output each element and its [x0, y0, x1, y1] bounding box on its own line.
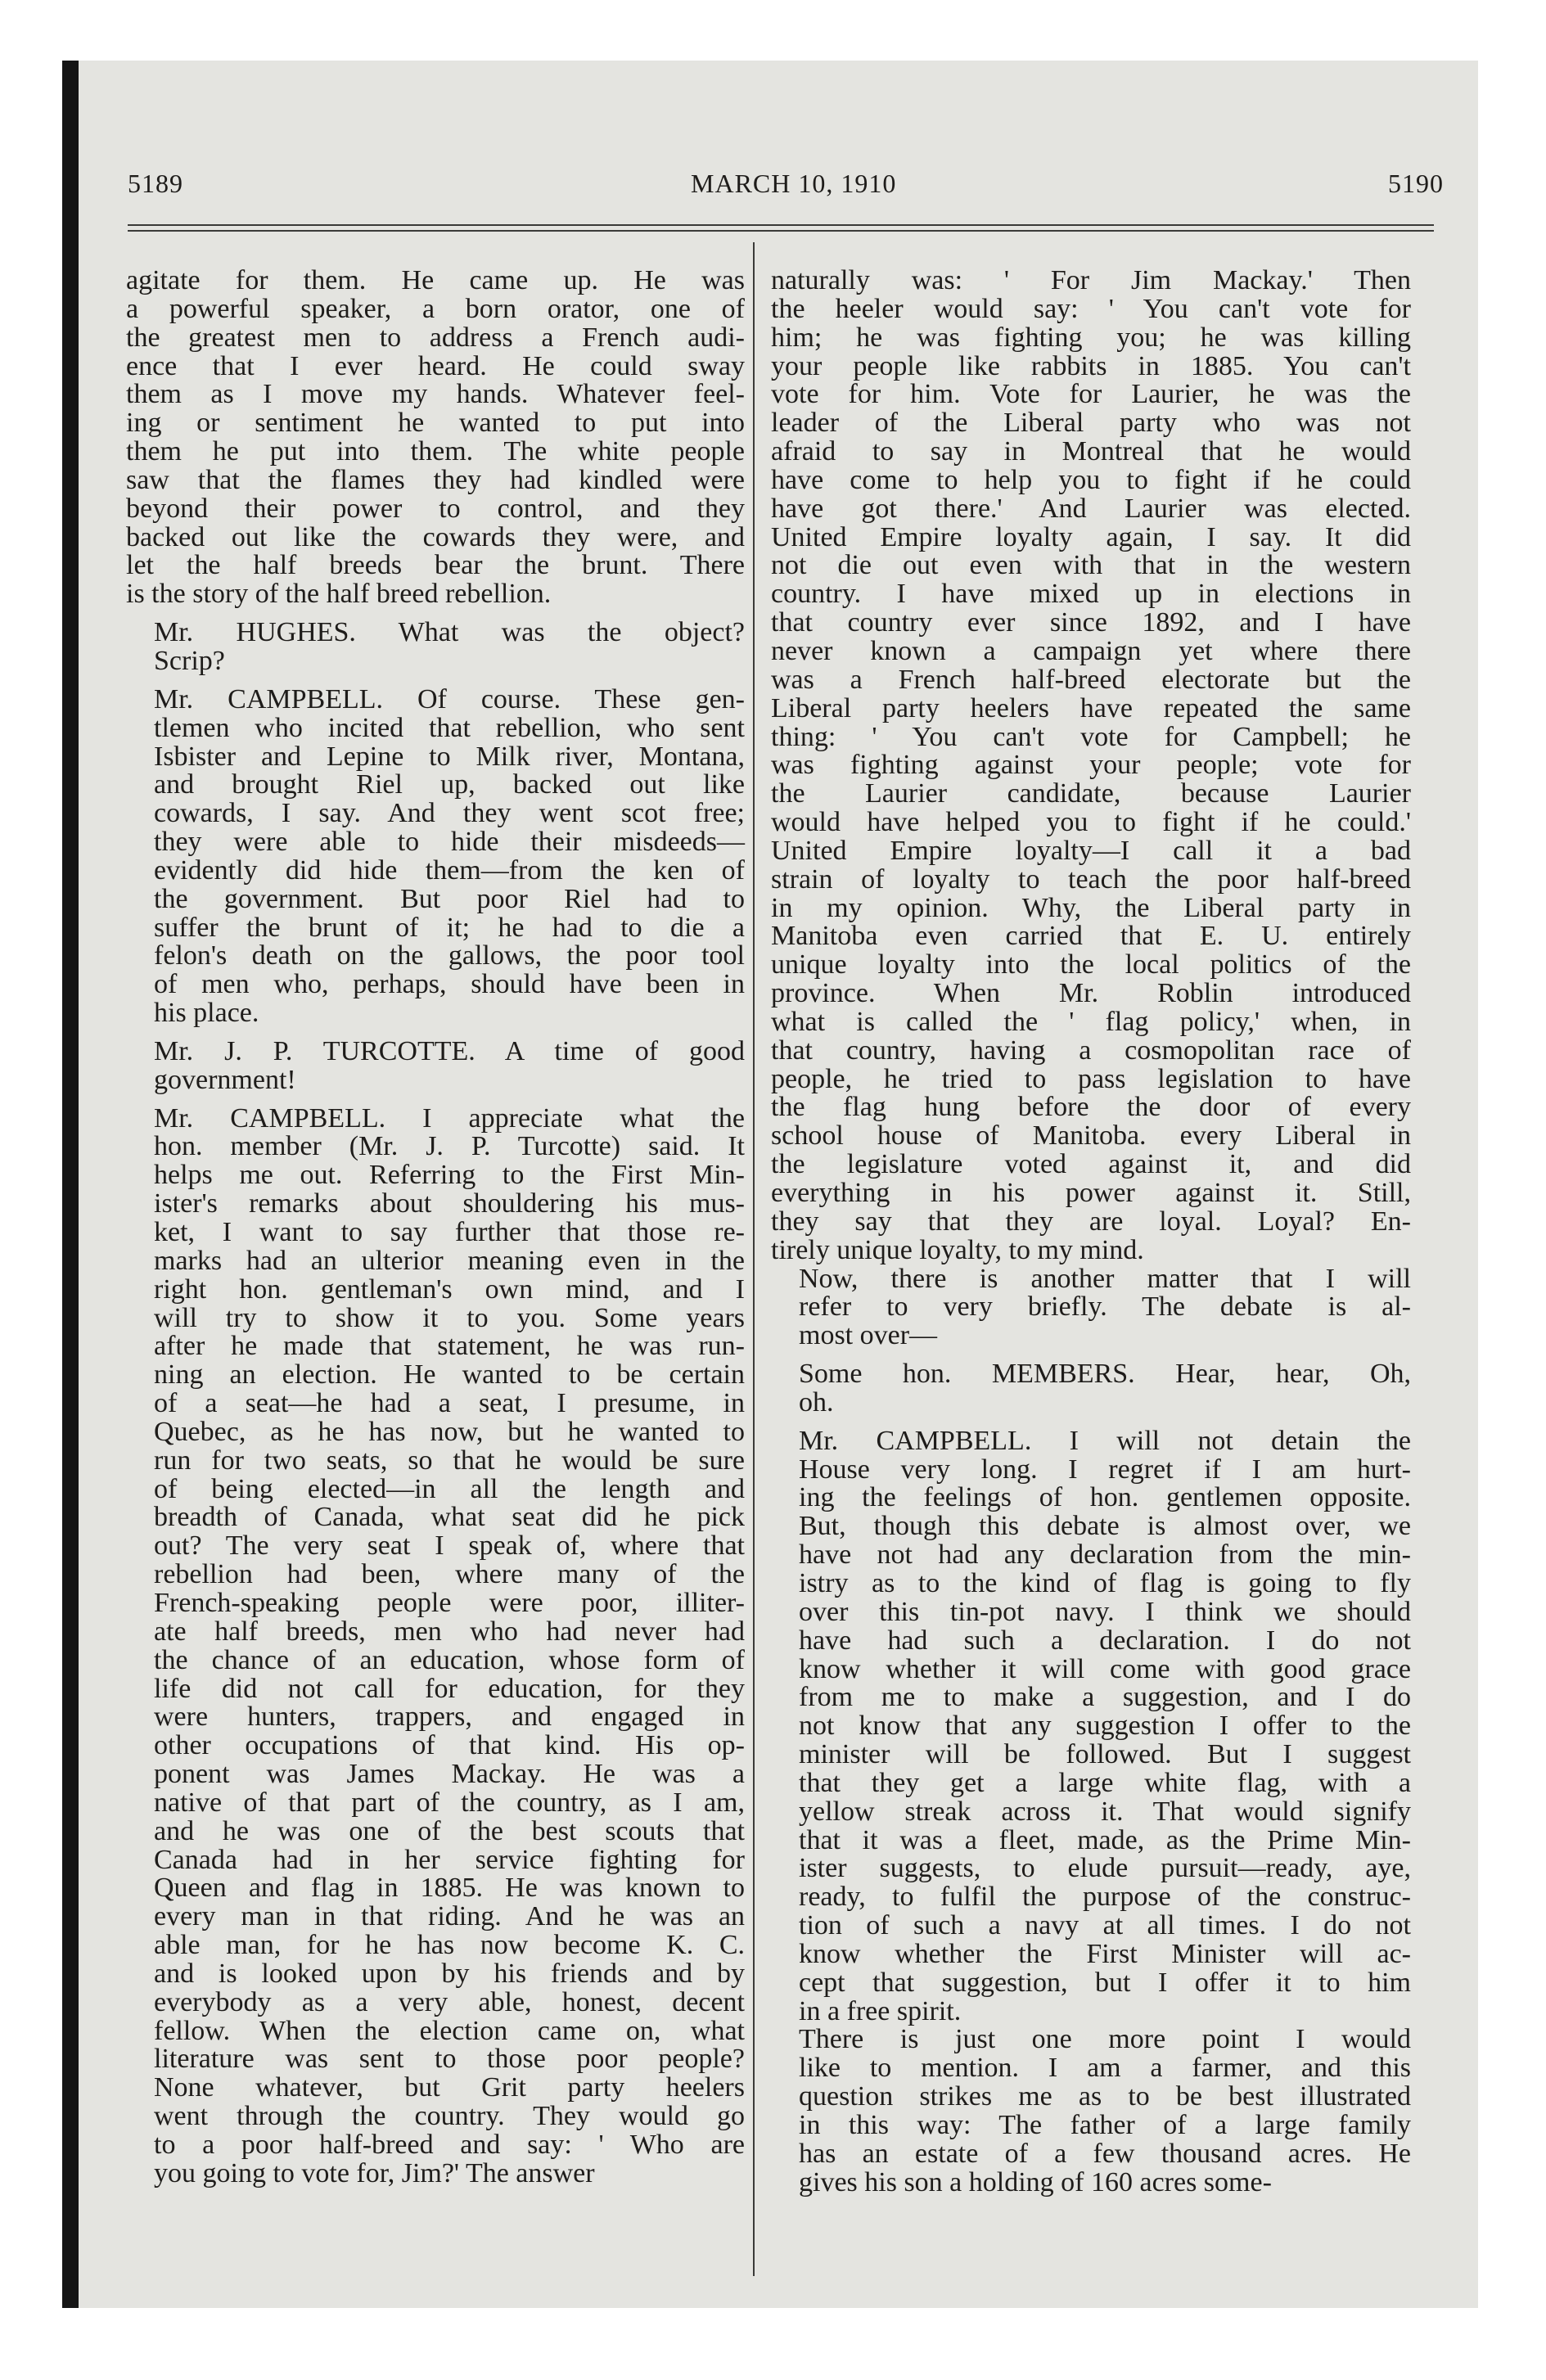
text-line: ing the feelings of hon. gentlemen opposite.: [799, 1482, 1411, 1513]
text-line: have got there.' And Laurier was elected.: [771, 493, 1411, 524]
text-line: thing: ' You can't vote for Campbell; he: [771, 721, 1411, 752]
text-line: agitate for them. He came up. He was: [126, 265, 745, 295]
text-line: Some hon. MEMBERS. Hear, hear, Oh,: [799, 1359, 1411, 1390]
text-line: country. I have mixed up in elections in: [771, 579, 1411, 610]
text-line: ponent was James Mackay. He was a: [154, 1759, 745, 1790]
text-line: will try to show it to you. Some years: [154, 1302, 745, 1333]
text-line: of being elected—in all the length and: [154, 1473, 745, 1504]
text-line: in my opinion. Why, the Liberal party in: [771, 892, 1411, 923]
text-line: United Empire loyalty again, I say. It did: [771, 521, 1411, 552]
text-line: fellow. When the election came on, what: [154, 2015, 745, 2046]
text-line: from me to make a suggestion, and I do: [799, 1682, 1411, 1713]
text-line: other occupations of that kind. His op-: [154, 1730, 745, 1761]
text-line: know whether it will come with good grace: [799, 1653, 1411, 1684]
text-line: government!: [154, 1064, 296, 1095]
text-line: everybody as a very able, honest, decent: [154, 1986, 745, 2017]
text-line: his place.: [154, 998, 259, 1029]
text-line: None whatever, but Grit party heelers: [154, 2072, 745, 2103]
text-line: would have helped you to fight if he could.': [771, 807, 1411, 838]
text-line: refer to very briefly. The debate is al-: [799, 1291, 1411, 1323]
speech-paragraph: [771, 1427, 1411, 2026]
text-line: of men who, perhaps, should have been in: [154, 969, 745, 1000]
text-line: school house of Manitoba. every Liberal in: [771, 1120, 1411, 1152]
text-line: Queen and flag in 1885. He was known to: [154, 1873, 745, 1904]
left-page-number: 5189: [128, 169, 183, 198]
text-line: backed out like the cowards they were, and: [126, 521, 745, 552]
text-line: of a seat—he had a seat, I presume, in: [154, 1388, 745, 1419]
text-line: strain of loyalty to teach the poor half-breed: [771, 863, 1411, 895]
text-line: able man, for he has now become K. C.: [154, 1930, 745, 1961]
text-line: Scrip?: [154, 645, 225, 676]
text-line: let the half breeds bear the brunt. There: [126, 550, 745, 581]
text-line: Now, there is another matter that I will: [799, 1263, 1411, 1294]
text-line: vote for him. Vote for Laurier, he was the: [771, 379, 1411, 410]
page-header: [128, 169, 1444, 218]
text-line: the government. But poor Riel had to: [154, 883, 745, 914]
text-line: suffer the brunt of it; he had to die a: [154, 912, 745, 943]
text-line: most over—: [799, 1320, 938, 1351]
text-line: tirely unique loyalty, to my mind.: [771, 1234, 1144, 1265]
text-line: were hunters, trappers, and engaged in: [154, 1702, 745, 1733]
text-line: But, though this debate is almost over, we: [799, 1511, 1411, 1542]
text-line: cept that suggestion, but I offer it to him: [799, 1967, 1411, 1998]
text-line: French-speaking people were poor, illiter-: [154, 1587, 745, 1618]
text-line: breadth of Canada, what seat did he pick: [154, 1502, 745, 1533]
speech-paragraph: [126, 1035, 745, 1095]
text-line: like to mention. I am a farmer, and this: [799, 2053, 1411, 2084]
text-line: ence that I ever heard. He could sway: [126, 350, 745, 381]
text-line: in this way: The father of a large family: [799, 2110, 1411, 2140]
text-line: beyond their power to control, and they: [126, 493, 745, 524]
text-line: has an estate of a few thousand acres. He: [799, 2138, 1411, 2169]
paragraph: [771, 1265, 1411, 1351]
right-page-number: 5190: [1388, 169, 1444, 198]
text-line: ister suggests, to elude pursuit—ready, aye,: [799, 1853, 1411, 1884]
text-line: ing or sentiment he wanted to put into: [126, 408, 745, 439]
text-line: out? The very seat I speak of, where that: [154, 1530, 745, 1562]
text-line: not know that any suggestion I offer to the: [799, 1711, 1411, 1742]
text-line: was a French half-breed electorate but the: [771, 664, 1411, 695]
paragraph: [771, 2026, 1411, 2197]
paragraph: [126, 267, 745, 609]
text-line: that it was a fleet, made, as the Prime Min-: [799, 1824, 1411, 1855]
text-line: every man in that riding. And he was an: [154, 1901, 745, 1932]
text-line: saw that the flames they had kindled were: [126, 464, 745, 495]
text-line: people, he tried to pass legislation to have: [771, 1063, 1411, 1094]
text-line: not die out even with that in the western: [771, 550, 1411, 581]
text-line: ready, to fulfil the purpose of the construc-: [799, 1882, 1411, 1913]
text-line: ket, I want to say further that those re-: [154, 1217, 745, 1247]
text-line: and brought Riel up, backed out like: [154, 769, 745, 800]
text-line: marks had an ulterior meaning even in the: [154, 1245, 745, 1276]
text-line: ning an election. He wanted to be certain: [154, 1359, 745, 1391]
text-line: over this tin-pot navy. I think we should: [799, 1596, 1411, 1627]
text-line: have not had any declaration from the min-: [799, 1539, 1411, 1571]
text-line: have had such a declaration. I do not: [799, 1625, 1411, 1656]
text-line: him; he was fighting you; he was killing: [771, 322, 1411, 353]
text-line: to a poor half-breed and say: ' Who are: [154, 2130, 745, 2160]
text-line: Quebec, as he has now, but he wanted to: [154, 1416, 745, 1447]
scanned-page: [62, 61, 1478, 2308]
text-line: a powerful speaker, a born orator, one of: [126, 293, 745, 324]
text-line: the heeler would say: ' You can't vote for: [771, 293, 1411, 324]
speech-paragraph: [126, 1102, 745, 2188]
text-line: that they get a large white flag, with a: [799, 1767, 1411, 1798]
text-line: was fighting against your people; vote for: [771, 750, 1411, 781]
text-line: have come to help you to fight if he could: [771, 464, 1411, 495]
text-line: leader of the Liberal party who was not: [771, 408, 1411, 439]
text-line: the greatest men to address a French audi-: [126, 322, 745, 353]
text-line: the flag hung before the door of every: [771, 1092, 1411, 1123]
text-line: Manitoba even carried that E. U. entirely: [771, 921, 1411, 952]
text-line: Mr. J. P. TURCOTTE. A time of good: [154, 1035, 745, 1066]
text-line: and he was one of the best scouts that: [154, 1815, 745, 1846]
column-divider: [753, 242, 755, 2276]
page-date: MARCH 10, 1910: [691, 169, 897, 198]
text-line: Canada had in her service fighting for: [154, 1844, 745, 1875]
text-line: naturally was: ' For Jim Mackay.' Then: [771, 265, 1411, 295]
text-line: life did not call for education, for they: [154, 1673, 745, 1704]
text-line: them he put into them. The white people: [126, 436, 745, 467]
text-line: yellow streak across it. That would signify: [799, 1796, 1411, 1827]
text-line: the chance of an education, whose form of: [154, 1644, 745, 1675]
text-line: felon's death on the gallows, the poor tool: [154, 940, 745, 971]
text-line: that country, having a cosmopolitan race of: [771, 1034, 1411, 1066]
text-line: they were able to hide their misdeeds—: [154, 827, 745, 858]
text-line: run for two seats, so that he would be sure: [154, 1445, 745, 1476]
text-line: you going to vote for, Jim?' The answer: [154, 2157, 595, 2188]
text-line: ister's remarks about shouldering his mus-: [154, 1188, 745, 1219]
text-line: and is looked upon by his friends and by: [154, 1958, 745, 1989]
text-line: afraid to say in Montreal that he would: [771, 436, 1411, 467]
binding-edge: [62, 61, 79, 2308]
text-line: Isbister and Lepine to Milk river, Montana,: [154, 741, 745, 772]
text-line: the Laurier candidate, because Laurier: [771, 778, 1411, 809]
text-line: Mr. HUGHES. What was the object?: [154, 617, 745, 648]
text-line: your people like rabbits in 1885. You can't: [771, 350, 1411, 381]
text-line: that country ever since 1892, and I have: [771, 607, 1411, 638]
text-line: helps me out. Referring to the First Min-: [154, 1160, 745, 1191]
text-line: unique loyalty into the local politics of the: [771, 949, 1411, 980]
text-line: native of that part of the country, as I am,: [154, 1787, 745, 1818]
text-line: they say that they are loyal. Loyal? En-: [771, 1206, 1411, 1237]
text-line: the legislature voted against it, and did: [771, 1149, 1411, 1180]
speech-paragraph: [126, 619, 745, 676]
text-line: went through the country. They would go: [154, 2101, 745, 2132]
text-line: minister will be followed. But I suggest: [799, 1739, 1411, 1770]
text-line: rebellion had been, where many of the: [154, 1559, 745, 1590]
text-line: never known a campaign yet where there: [771, 635, 1411, 666]
text-line: Mr. CAMPBELL. Of course. These gen-: [154, 683, 745, 714]
text-line: them as I move my hands. Whatever feel-: [126, 379, 745, 410]
right-column: [771, 267, 1411, 2197]
text-line: United Empire loyalty—I call it a bad: [771, 835, 1411, 866]
text-line: Mr. CAMPBELL. I will not detain the: [799, 1425, 1411, 1456]
text-line: tlemen who incited that rebellion, who sent: [154, 712, 745, 743]
text-line: right hon. gentleman's own mind, and I: [154, 1273, 745, 1305]
text-line: There is just one more point I would: [799, 2024, 1411, 2055]
speech-paragraph: [771, 1360, 1411, 1418]
text-line: after he made that statement, he was run-: [154, 1331, 745, 1362]
paragraph: [771, 267, 1411, 1265]
text-line: question strikes me as to be best illustrated: [799, 2081, 1411, 2112]
text-line: province. When Mr. Roblin introduced: [771, 978, 1411, 1009]
text-line: cowards, I say. And they went scot free;: [154, 798, 745, 829]
header-rule-bottom: [128, 230, 1434, 232]
text-line: ate half breeds, men who had never had: [154, 1616, 745, 1647]
text-line: literature was sent to those poor people?: [154, 2044, 745, 2075]
text-line: gives his son a holding of 160 acres some-: [799, 2166, 1272, 2197]
text-line: in a free spirit.: [799, 1995, 962, 2026]
text-line: hon. member (Mr. J. P. Turcotte) said. It: [154, 1131, 745, 1162]
text-line: everything in his power against it. Still,: [771, 1178, 1411, 1208]
text-line: tion of such a navy at all times. I do not: [799, 1910, 1411, 1941]
text-line: what is called the ' flag policy,' when, in: [771, 1006, 1411, 1037]
text-line: Mr. CAMPBELL. I appreciate what the: [154, 1102, 745, 1134]
text-line: oh.: [799, 1386, 834, 1418]
text-line: know whether the First Minister will ac-: [799, 1938, 1411, 1969]
text-line: is the story of the half breed rebellion.: [126, 579, 552, 610]
left-column: [126, 267, 745, 2188]
text-line: House very long. I regret if I am hurt-: [799, 1454, 1411, 1485]
text-line: istry as to the kind of flag is going to fly: [799, 1567, 1411, 1598]
text-line: evidently did hide them—from the ken of: [154, 854, 745, 886]
header-rule-top: [128, 224, 1434, 226]
speech-paragraph: [126, 683, 745, 1029]
text-line: Liberal party heelers have repeated the same: [771, 692, 1411, 723]
